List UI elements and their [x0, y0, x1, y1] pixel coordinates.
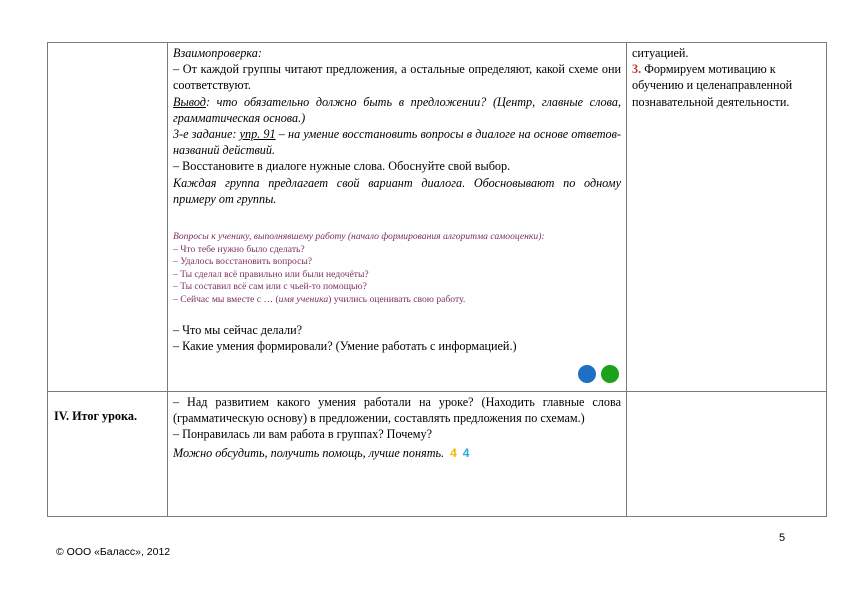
- self-assessment-questions: [173, 231, 621, 306]
- lesson-table: [47, 42, 827, 517]
- outcome-item-text: Формируем мотивацию к обучению и целенаправленной познавательной деятельности.: [632, 62, 793, 109]
- stage-cell-empty: [48, 43, 168, 392]
- conclusion-label: Вывод: [173, 94, 206, 109]
- task3-text: – на умение восстановить вопросы в диалоге на основе ответов-названий действий.: [173, 127, 621, 158]
- stage-title: IV. Итог урока.: [54, 409, 137, 423]
- conclusion-text: : что обязательно должно быть в предложении? (Центр, главные слова, грамматическая основа.): [173, 94, 621, 125]
- summary-discuss-text: Можно обсудить, получить помощь, лучше понять.: [173, 445, 445, 460]
- summary-discuss-line: [173, 445, 621, 461]
- check-title: Взаимопроверка:: [173, 46, 262, 60]
- green-circle-marker: [601, 365, 619, 383]
- score-yellow: 4: [450, 445, 457, 460]
- table-row: [48, 43, 827, 392]
- summary-groupwork-question: – Понравилась ли вам работа в группах? Почему?: [173, 427, 432, 442]
- group-dialog-line: Каждая группа предлагает свой вариант диалога. Обосновывают по одному примеру от группы.: [173, 175, 621, 206]
- outcome-item-number: 3.: [632, 62, 642, 77]
- summary-skills-question: – Над развитием какого умения работали на уроке? (Находить главные слова (грамматическую основу) в предложении, составлять предложения по схемам.): [173, 395, 621, 426]
- blue-circle-marker: [578, 365, 596, 383]
- restore-words-line: – Восстановите в диалоге нужные слова. Обоснуйте свой выбор.: [173, 159, 511, 174]
- page-number: 5: [779, 532, 786, 544]
- conclusion-line: [173, 94, 621, 126]
- self-assessment-q5: – Сейчас мы вместе с … (имя ученика) учились оценивать свою работу.: [173, 293, 466, 305]
- summary-activity-cell: [168, 392, 627, 517]
- question-skills: – Какие умения формировали? (Умение работать с информацией.): [173, 339, 517, 354]
- task3-line: [173, 126, 621, 158]
- student-name-placeholder: имя ученика: [278, 293, 329, 305]
- table-row: [48, 392, 827, 517]
- group-reading-line: – От каждой группы читают предложения, а остальные определяют, какой схеме они соответствуют.: [173, 62, 621, 93]
- outcome-line1: ситуацией.: [632, 46, 689, 60]
- self-assessment-intro: Вопросы к ученику, выполнявшему работу (начало формирования алгоритма самооценки):: [173, 231, 545, 243]
- copyright-footer: © ООО «Баласс», 2012: [56, 546, 171, 558]
- learning-outcomes-cell: [627, 43, 827, 392]
- self-assessment-q1: – Что тебе нужно было сделать?: [173, 243, 305, 255]
- task3-exercise-link: упр. 91: [239, 127, 276, 142]
- self-assessment-q4: – Ты составил всё сам или с чьей-то помощью?: [173, 281, 367, 293]
- summary-outcomes-cell-empty: [627, 392, 827, 517]
- teacher-activity-cell: [168, 43, 627, 392]
- score-blue: 4: [462, 445, 470, 460]
- self-assessment-q2: – Удалось восстановить вопросы?: [173, 256, 313, 268]
- outcome-item3: [632, 61, 821, 110]
- stage-cell: [48, 392, 168, 517]
- self-assessment-q3: – Ты сделал всё правильно или были недочёты?: [173, 268, 369, 280]
- question-what-did: – Что мы сейчас делали?: [173, 323, 303, 338]
- task3-prefix: 3-е задание:: [173, 127, 240, 142]
